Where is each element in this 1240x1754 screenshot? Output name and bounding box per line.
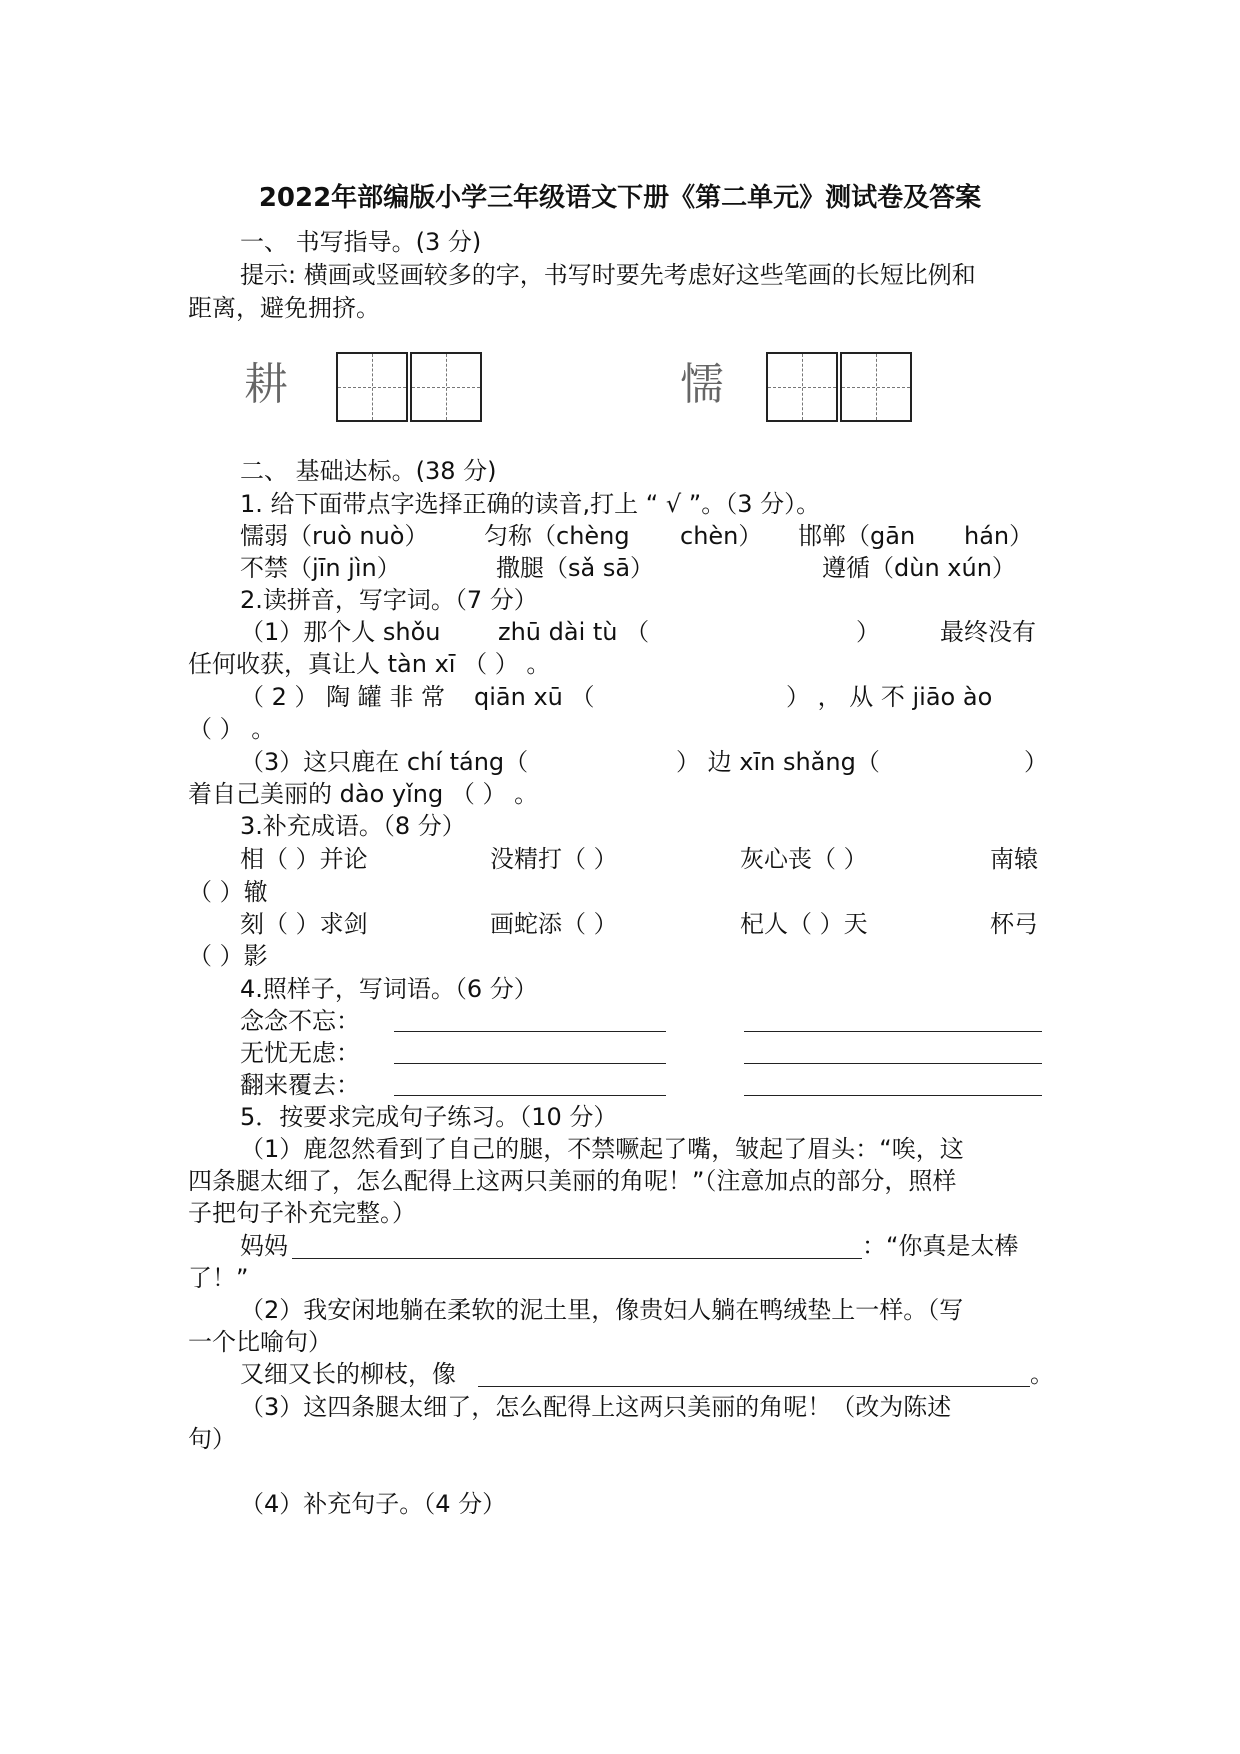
q5-text: ：“你真是太棒 [862,1232,1019,1260]
section-1-heading: 一、 书写指导。(3 分) [240,228,482,256]
writing-grid-box[interactable] [336,352,408,422]
q5-text: 子把句子补充完整。） [188,1199,416,1227]
q5-text: （3）这四条腿太细了，怎么配得上这两只美丽的角呢！（改为陈述 [240,1393,952,1421]
q2-line: 最终没有 [940,618,1036,646]
q3-title: 3.补充成语。（8 分） [240,812,466,840]
answer-line[interactable] [744,1063,1042,1064]
q2-line: 任何收获，真让人 tàn xī （ ） 。 [188,650,551,678]
q2-line: 着自己美丽的 dào yǐng （ ） 。 [188,780,539,808]
q4-item-label: 念念不忘： [240,1007,360,1035]
page-title: 2022年部编版小学三年级语文下册《第二单元》测试卷及答案 [258,183,982,213]
sample-char-2: 懦 [680,359,724,410]
q3-idiom: （ ）辙 [188,878,268,906]
answer-line[interactable] [394,1095,666,1096]
q2-line: qiān xū （ [474,683,595,711]
q5-text: （4）补充句子。（4 分） [240,1490,507,1518]
q1-item: hán） [964,522,1034,550]
sample-char-1: 耕 [244,359,288,410]
writing-grid-box[interactable] [410,352,482,422]
q5-text: 妈妈 [240,1232,288,1260]
q3-idiom: 刻（ ）求剑 [240,910,368,938]
q4-title: 4.照样子，写词语。（6 分） [240,975,538,1003]
answer-line[interactable] [394,1031,666,1032]
q5-text: 又细又长的柳枝，像 [240,1360,456,1388]
q2-line: ） [856,618,880,646]
q1-item: 匀称（chèng [484,522,630,550]
writing-grid-box[interactable] [766,352,838,422]
q3-idiom: 南辕 [990,845,1038,873]
q1-item: 撒腿（sǎ sā） [496,554,655,582]
writing-grid-box[interactable] [840,352,912,422]
section-1-tip-line2: 距离，避免拥挤。 [188,294,380,322]
answer-line[interactable] [744,1095,1042,1096]
q3-idiom: 灰心丧（ ） [740,845,868,873]
q2-line: （1）那个人 shǒu [240,618,441,646]
q3-idiom: 画蛇添（ ） [490,910,618,938]
q5-text: 四条腿太细了，怎么配得上这两只美丽的角呢！”（注意加点的部分，照样 [188,1167,957,1195]
q5-text: 句） [188,1425,236,1453]
q1-item: chèn） [680,522,763,550]
q3-idiom: 相（ ）并论 [240,845,368,873]
answer-line[interactable] [744,1031,1042,1032]
answer-line[interactable] [478,1386,1030,1387]
q2-title: 2.读拼音，写字词。（7 分） [240,586,538,614]
q2-line: ） ， 从 不 jiāo ào [786,683,993,711]
q1-item: 懦弱（ruò nuò） [240,522,429,550]
q1-item: 不禁（jīn jìn） [240,554,401,582]
q3-idiom: 杞人（ ）天 [740,910,868,938]
q2-line: （3）这只鹿在 chí táng（ [240,748,529,776]
q2-line: （ 2 ） 陶 罐 非 常 [240,683,446,711]
q2-line: zhū dài tù （ [498,618,650,646]
q5-text: 了！” [188,1264,249,1292]
section-1-tip-line1: 提示: 横画或竖画较多的字，书写时要先考虑好这些笔画的长短比例和 [240,261,976,289]
q3-idiom: 没精打（ ） [490,845,618,873]
section-2-heading: 二、 基础达标。(38 分) [240,457,497,485]
answer-line[interactable] [394,1063,666,1064]
q4-item-label: 翻来覆去： [240,1071,360,1099]
q3-idiom: （ ）影 [188,942,268,970]
q1-item: 邯郸（gān [798,522,916,550]
q5-title: 5．按要求完成句子练习。（10 分） [240,1103,618,1131]
q1-item: 遵循（dùn xún） [822,554,1016,582]
q2-line: ） 边 xīn shǎng（ [676,748,880,776]
answer-line[interactable] [292,1258,862,1259]
q3-idiom: 杯弓 [990,910,1038,938]
q5-text: （2）我安闲地躺在柔软的泥土里，像贵妇人躺在鸭绒垫上一样。（写 [240,1296,964,1324]
q5-text: 。 [1030,1360,1054,1388]
q5-text: （1）鹿忽然看到了自己的腿，不禁噘起了嘴，皱起了眉头：“唉，这 [240,1135,964,1163]
q4-item-label: 无忧无虑： [240,1039,360,1067]
q2-line: ） [1024,748,1048,776]
q5-text: 一个比喻句） [188,1328,332,1356]
q2-line: （ ） 。 [188,715,276,743]
q1-title: 1. 给下面带点字选择正确的读音,打上 “ √ ”。（3 分）。 [240,490,821,518]
